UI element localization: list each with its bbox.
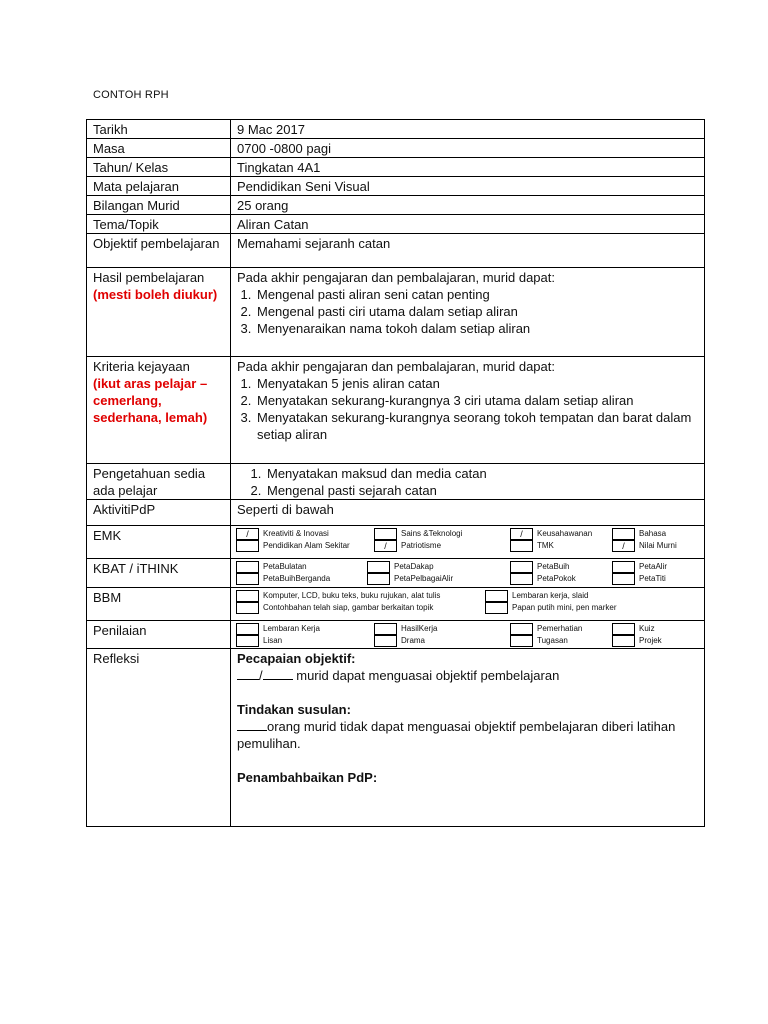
label-kriteria: [87, 357, 231, 464]
row-pengetahuan: [87, 464, 705, 500]
penilaian-checkbox[interactable]: [236, 623, 259, 635]
document-title: CONTOH RPH: [93, 89, 169, 101]
value-masa[interactable]: 0700 -0800 pagi: [231, 139, 705, 158]
label-refleksi: Refleksi: [87, 649, 231, 827]
kriteria-item-3: 3. Menyatakan sekurang-kurangnya seorang tokoh tempatan dan barat dalam setiap aliran: [255, 409, 698, 443]
row-tarikh: [87, 120, 705, 139]
bbm-option-label: Komputer, LCD, buku teks, buku rujukan, alat tulis: [263, 591, 441, 600]
bbm-checkbox[interactable]: [236, 602, 259, 614]
penilaian-checkbox[interactable]: [612, 635, 635, 647]
pengetahuan-list: [237, 465, 698, 499]
bbm-grid: [236, 590, 698, 614]
value-aktiviti[interactable]: Seperti di bawah: [231, 500, 705, 526]
refleksi-heading-penambahbaikan: Penambahbaikan PdP:: [237, 770, 378, 785]
label-masa: Masa: [87, 139, 231, 158]
penilaian-option-label: Drama: [401, 636, 426, 645]
penilaian-option-label: Pemerhatian: [537, 624, 583, 633]
value-pengetahuan[interactable]: [231, 464, 705, 500]
value-penilaian: [231, 621, 705, 649]
hasil-item-1: 1. Mengenal pasti aliran seni catan penting: [255, 286, 698, 303]
kbat-option-label: PetaPelbagaiAlir: [394, 574, 454, 583]
penilaian-option-label: Projek: [639, 636, 662, 645]
penilaian-checkbox[interactable]: [374, 623, 397, 635]
kriteria-item-1: 1. Menyatakan 5 jenis aliran catan: [255, 375, 698, 392]
emk-option-label: Pendidikan Alam Sekitar: [263, 541, 350, 550]
kbat-checkbox[interactable]: [612, 561, 635, 573]
kriteria-list: [237, 375, 698, 443]
emk-checkbox[interactable]: /: [374, 540, 397, 552]
kbat-checkbox[interactable]: [510, 573, 533, 585]
kbat-checkbox[interactable]: [612, 573, 635, 585]
emk-option-label: Bahasa: [639, 529, 667, 538]
kbat-option-label: PetaBuih: [537, 562, 570, 571]
kbat-option-label: PetaBuihBerganda: [263, 574, 331, 583]
label-emk: EMK: [87, 526, 231, 559]
emk-checkbox[interactable]: [510, 540, 533, 552]
row-objektif: [87, 234, 705, 268]
bbm-checkbox[interactable]: [485, 602, 508, 614]
emk-checkbox[interactable]: [612, 528, 635, 540]
value-kbat: [231, 559, 705, 588]
pengetahuan-item-1: 1. Menyatakan maksud dan media catan: [265, 465, 698, 482]
kbat-option-label: PetaTiti: [639, 574, 666, 583]
refleksi-text-tindakan: orang murid tidak dapat menguasai objektif pembelajaran diberi latihan pemulihan.: [237, 719, 676, 751]
kbat-checkbox[interactable]: [236, 561, 259, 573]
emk-option-label: TMK: [537, 541, 554, 550]
emk-checkbox[interactable]: /: [510, 528, 533, 540]
penilaian-checkbox[interactable]: [374, 635, 397, 647]
kbat-grid: [236, 561, 698, 585]
row-hasil: [87, 268, 705, 357]
label-tema: Tema/Topik: [87, 215, 231, 234]
bbm-checkbox[interactable]: [485, 590, 508, 602]
emk-option-label: Keusahawanan: [537, 529, 593, 538]
pengetahuan-item-2: 2. Mengenal pasti sejarah catan: [265, 482, 698, 499]
label-aktiviti: AktivitiPdP: [87, 500, 231, 526]
emk-checkbox[interactable]: [374, 528, 397, 540]
kbat-option-label: PetaPokok: [537, 574, 576, 583]
label-kbat: KBAT / iTHINK: [87, 559, 231, 588]
emk-checkbox[interactable]: /: [612, 540, 635, 552]
kbat-checkbox[interactable]: [367, 573, 390, 585]
emk-option-label: Nilai Murni: [639, 541, 677, 550]
label-subjek: Mata pelajaran: [87, 177, 231, 196]
hasil-list: [237, 286, 698, 337]
hasil-item-3: 3. Menyenaraikan nama tokoh dalam setiap aliran: [255, 320, 698, 337]
kbat-option-label: PetaAlir: [639, 562, 668, 571]
refleksi-text-pencapaian: murid dapat menguasai objektif pembelajaran: [296, 668, 560, 683]
row-tema: [87, 215, 705, 234]
kbat-option-label: PetaDakap: [394, 562, 434, 571]
label-penilaian: Penilaian: [87, 621, 231, 649]
kriteria-note: (ikut aras pelajar – cemerlang, sederhana, lemah): [93, 376, 208, 425]
hasil-label: Hasil pembelajaran: [93, 270, 205, 285]
blank-line[interactable]: [263, 667, 293, 680]
label-murid: Bilangan Murid: [87, 196, 231, 215]
label-objektif: Objektif pembelajaran: [87, 234, 231, 268]
penilaian-option-label: Lisan: [263, 636, 283, 645]
label-bbm: BBM: [87, 588, 231, 621]
row-masa: [87, 139, 705, 158]
emk-option-label: Kreativiti & Inovasi: [263, 529, 329, 538]
bbm-option-label: Papan putih mini, pen marker: [512, 603, 617, 612]
row-kriteria: [87, 357, 705, 464]
kbat-checkbox[interactable]: [367, 561, 390, 573]
value-refleksi[interactable]: [231, 649, 705, 827]
emk-option-label: Patriotisme: [401, 541, 442, 550]
blank-line[interactable]: [237, 667, 259, 680]
value-kriteria[interactable]: [231, 357, 705, 464]
kbat-option-label: PetaBulatan: [263, 562, 307, 571]
refleksi-line-tindakan: [237, 718, 698, 752]
penilaian-grid: [236, 623, 698, 647]
value-subjek[interactable]: Pendidikan Seni Visual: [231, 177, 705, 196]
value-kelas[interactable]: Tingkatan 4A1: [231, 158, 705, 177]
row-penilaian: [87, 621, 705, 649]
bbm-checkbox[interactable]: [236, 590, 259, 602]
label-pengetahuan: Pengetahuan sedia ada pelajar: [87, 464, 231, 500]
refleksi-line-pencapaian: / murid dapat menguasai objektif pembelajaran: [237, 667, 698, 684]
kbat-checkbox[interactable]: [510, 561, 533, 573]
kriteria-label: Kriteria kejayaan: [93, 359, 190, 374]
penilaian-option-label: Kuiz: [639, 624, 655, 633]
row-bbm: [87, 588, 705, 621]
bbm-option-label: Contohbahan telah siap, gambar berkaitan topik: [263, 603, 434, 612]
penilaian-checkbox[interactable]: [612, 623, 635, 635]
row-emk: [87, 526, 705, 559]
hasil-note: (mesti boleh diukur): [93, 287, 218, 302]
penilaian-option-label: Lembaran Kerja: [263, 624, 320, 633]
kbat-checkbox[interactable]: [236, 573, 259, 585]
row-kelas: [87, 158, 705, 177]
value-tarikh[interactable]: 9 Mac 2017: [231, 120, 705, 139]
kriteria-intro: Pada akhir pengajaran dan pembalajaran, murid dapat:: [237, 359, 555, 374]
row-aktiviti: [87, 500, 705, 526]
kriteria-item-2: 2. Menyatakan sekurang-kurangnya 3 ciri utama dalam setiap aliran: [255, 392, 698, 409]
row-murid: [87, 196, 705, 215]
row-kbat: [87, 559, 705, 588]
refleksi-heading-tindakan: Tindakan susulan:: [237, 702, 351, 717]
value-hasil[interactable]: [231, 268, 705, 357]
label-kelas: Tahun/ Kelas: [87, 158, 231, 177]
value-objektif[interactable]: Memahami sejaranh catan: [231, 234, 705, 268]
row-subjek: [87, 177, 705, 196]
penilaian-checkbox[interactable]: [510, 635, 533, 647]
refleksi-heading-pencapaian: Pecapaian objektif:: [237, 651, 356, 666]
blank-line[interactable]: [237, 718, 267, 731]
label-tarikh: Tarikh: [87, 120, 231, 139]
emk-option-label: Sains &Teknologi: [401, 529, 463, 538]
penilaian-checkbox[interactable]: [510, 623, 533, 635]
bbm-option-label: Lembaran kerja, slaid: [512, 591, 589, 600]
value-emk: [231, 526, 705, 559]
penilaian-option-label: Tugasan: [537, 636, 568, 645]
emk-checkbox[interactable]: /: [236, 528, 259, 540]
label-hasil: [87, 268, 231, 357]
emk-grid: [236, 528, 698, 552]
emk-checkbox[interactable]: [236, 540, 259, 552]
row-refleksi: [87, 649, 705, 827]
rph-table: [86, 119, 705, 827]
penilaian-option-label: HasilKerja: [401, 624, 438, 633]
hasil-item-2: 2. Mengenal pasti ciri utama dalam setiap aliran: [255, 303, 698, 320]
value-murid[interactable]: 25 orang: [231, 196, 705, 215]
hasil-intro: Pada akhir pengajaran dan pembalajaran, murid dapat:: [237, 270, 555, 285]
value-tema[interactable]: Aliran Catan: [231, 215, 705, 234]
penilaian-checkbox[interactable]: [236, 635, 259, 647]
value-bbm: [231, 588, 705, 621]
